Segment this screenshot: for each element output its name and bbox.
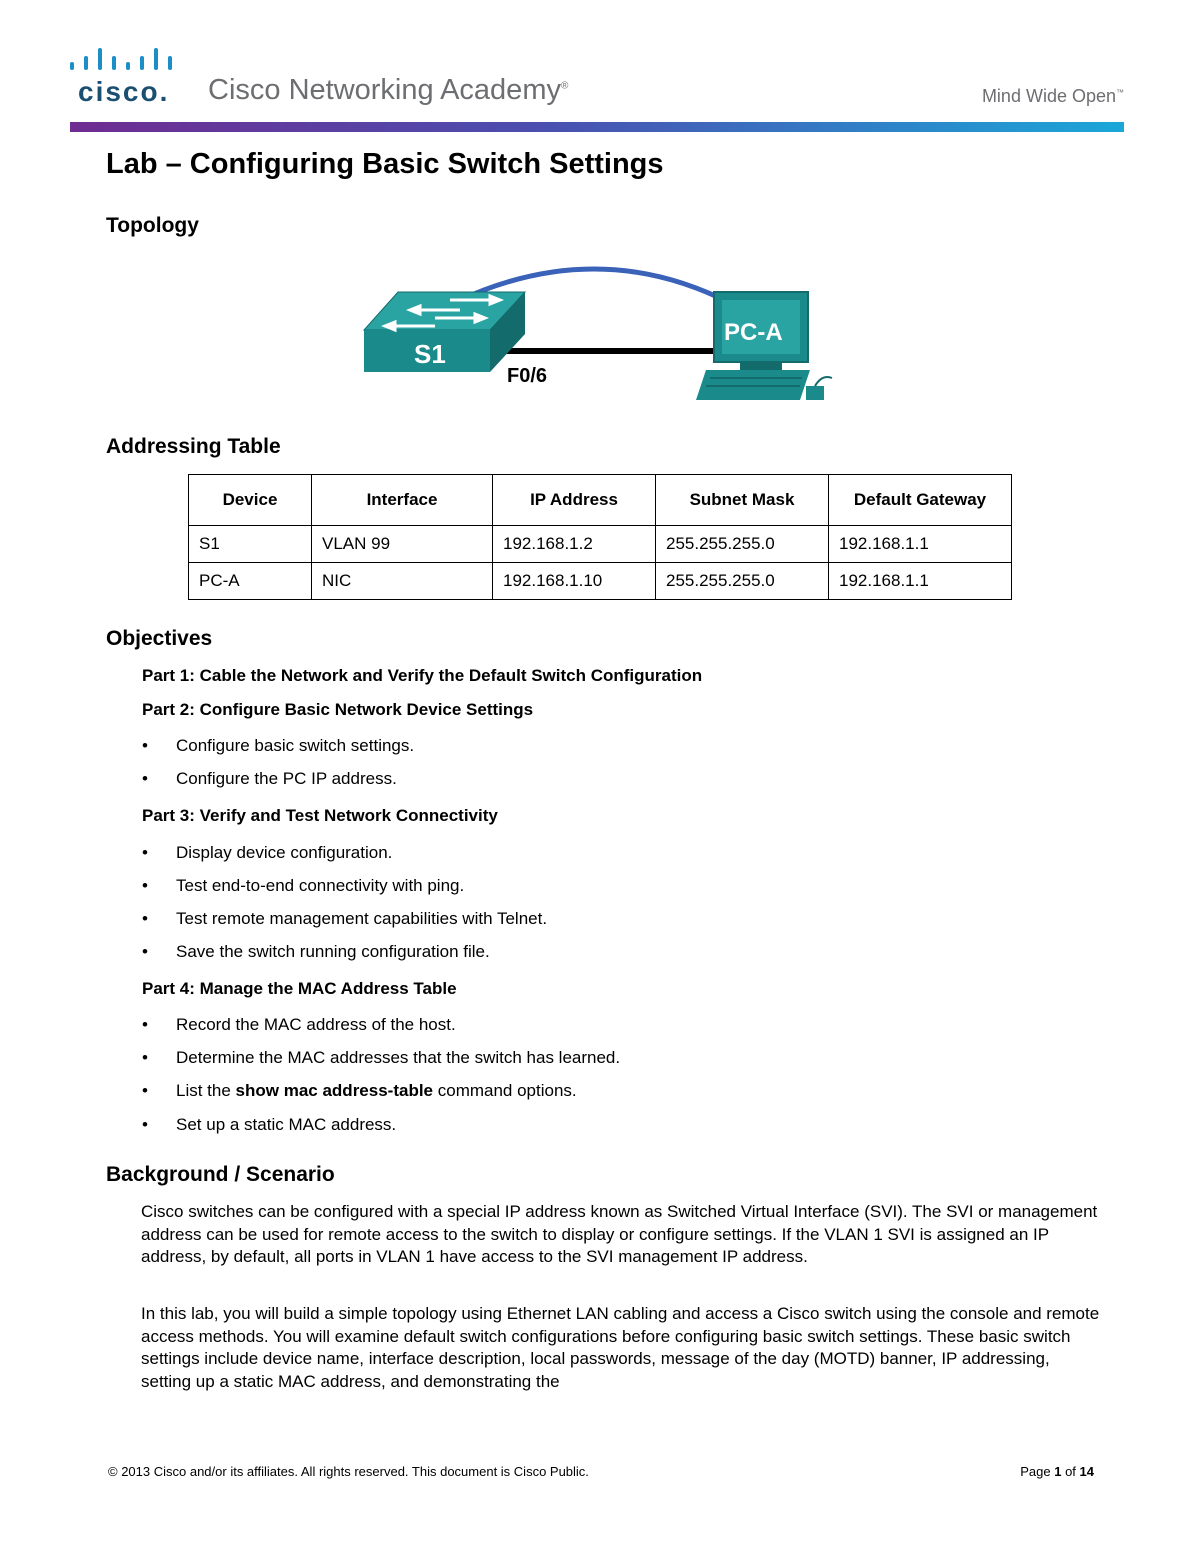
part-2-heading: Part 2: Configure Basic Network Device Settings <box>142 700 534 719</box>
table-header-row <box>189 475 1012 526</box>
pc-label: PC-A <box>724 319 783 346</box>
page-header <box>0 0 1200 140</box>
copyright-footer: © 2013 Cisco and/or its affiliates. All rights reserved. This document is Cisco Public. <box>108 1464 589 1479</box>
table-cell: 192.168.1.2 <box>493 526 656 563</box>
table-cell: PC-A <box>189 563 312 600</box>
table-cell: VLAN 99 <box>312 526 493 563</box>
table-cell: NIC <box>312 563 493 600</box>
column-header: Default Gateway <box>829 475 1012 526</box>
topology-heading: Topology <box>106 214 199 237</box>
switch-icon <box>364 292 525 372</box>
background-paragraph-2: In this lab, you will build a simple topology using Ethernet LAN cabling and access a Cisco switch using the console and remote access methods. You will examine default switch configurations before configuring basic switch settings. These basic switch settings include device name, interface description, local passwords, message of the day (MOTD) banner, IP addressing, setting up a static MAC address, and demonstrating the <box>141 1304 1100 1391</box>
addressing-table <box>188 474 1012 600</box>
table-row <box>189 526 1012 563</box>
table-cell: 255.255.255.0 <box>656 526 829 563</box>
table-cell: 255.255.255.0 <box>656 563 829 600</box>
background-paragraph-1: Cisco switches can be configured with a special IP address known as Switched Virtual Interface (SVI). The SVI or management address can be used for remote access to the switch to display or configure settings. If the VLAN 1 SVI is assigned an IP address, by default, all ports in VLAN 1 have access to the SVI management IP address. <box>141 1202 1098 1266</box>
pc-icon <box>696 292 832 400</box>
academy-name: Cisco Networking Academy® <box>208 74 569 106</box>
column-header: Interface <box>312 475 493 526</box>
page-title: Lab – Configuring Basic Switch Settings <box>106 148 664 180</box>
part-1-heading: Part 1: Cable the Network and Verify the Default Switch Configuration <box>142 666 703 685</box>
header-gradient-bar <box>70 122 1124 132</box>
column-header: IP Address <box>493 475 656 526</box>
table-cell: S1 <box>189 526 312 563</box>
objectives-heading: Objectives <box>106 627 213 650</box>
part-3-heading: Part 3: Verify and Test Network Connectivity <box>142 806 498 825</box>
table-cell: 192.168.1.1 <box>829 563 1012 600</box>
part-4-heading: Part 4: Manage the MAC Address Table <box>142 979 457 998</box>
tagline: Mind Wide Open™ <box>981 86 1124 106</box>
port-label: F0/6 <box>507 365 548 387</box>
topology-diagram <box>360 256 850 416</box>
table-row <box>189 563 1012 600</box>
table-cell: 192.168.1.1 <box>829 526 1012 563</box>
switch-label: S1 <box>414 339 446 369</box>
cisco-logo-word: cisco. <box>78 76 170 107</box>
addressing-table-heading: Addressing Table <box>106 435 281 458</box>
cisco-logo-bars <box>70 44 180 76</box>
column-header: Device <box>189 475 312 526</box>
background-heading: Background / Scenario <box>106 1163 335 1186</box>
table-cell: 192.168.1.10 <box>493 563 656 600</box>
page-number: Page 1 of 14 <box>1020 1464 1094 1479</box>
command-text: show mac address-table <box>235 1081 434 1100</box>
column-header: Subnet Mask <box>656 475 829 526</box>
